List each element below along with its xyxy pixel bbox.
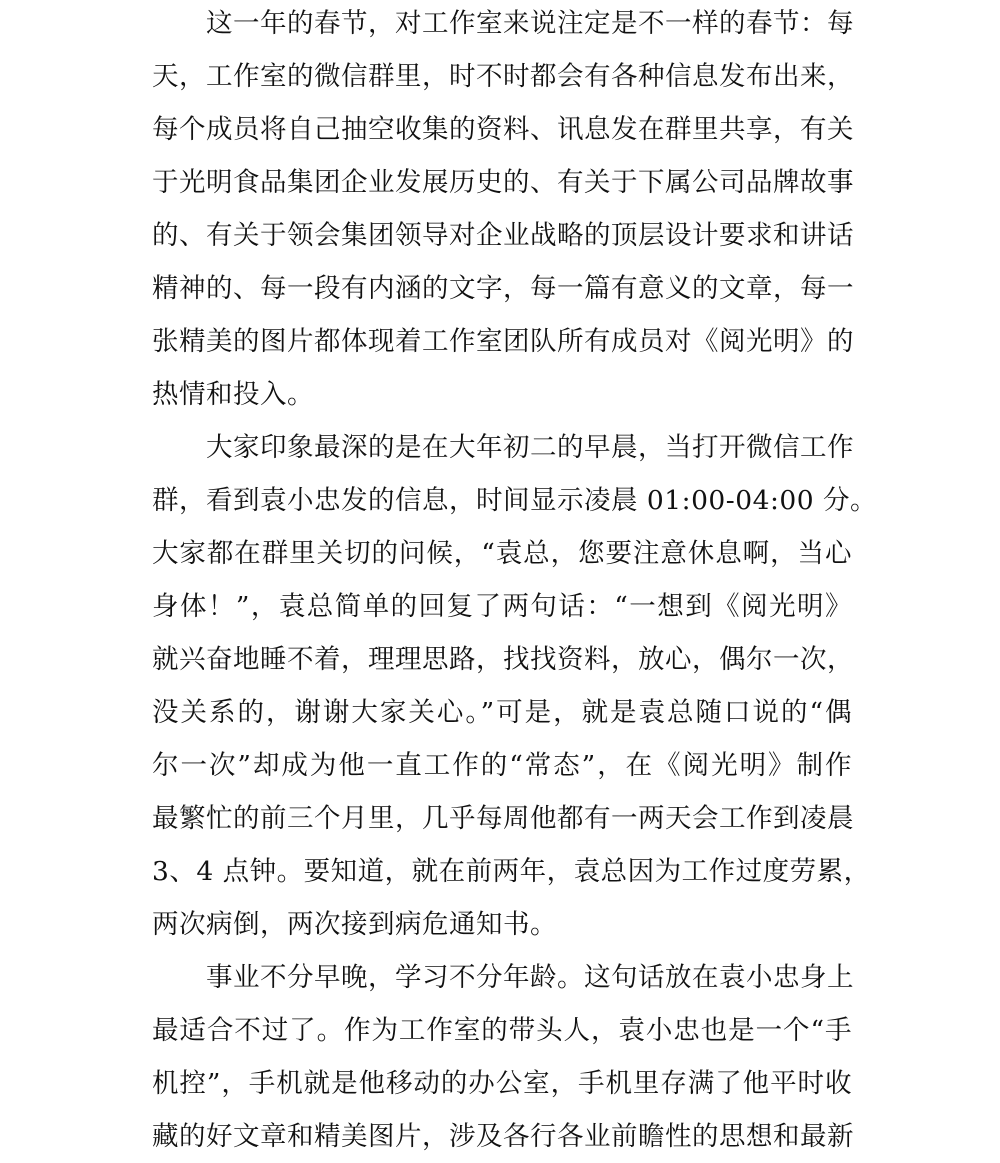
paragraph-2-line-9: 3、4 点钟。要知道，就在前两年，袁总因为工作过度劳累， [152, 856, 871, 887]
paragraph-2-line-5: 就兴奋地睡不着，理理思路，找找资料，放心，偶尔一次， [152, 644, 854, 675]
paragraph-2-line-1: 大家印象最深的是在大年初二的早晨，当打开微信工作 [206, 432, 854, 463]
paragraph-2-line-7: 尔一次”却成为他一直工作的“常态”，在《阅光明》制作 [152, 750, 852, 781]
paragraph-2-line-6: 没关系的，谢谢大家关心。”可是，就是袁总随口说的“偶 [152, 697, 852, 728]
paragraph-1-line-5: 的、有关于领会集团领导对企业战略的顶层设计要求和讲话 [152, 220, 854, 251]
paragraph-1-line-7: 张精美的图片都体现着工作室团队所有成员对《阅光明》的 [152, 326, 854, 357]
paragraph-1-line-6: 精神的、每一段有内涵的文字，每一篇有意义的文章，每一 [152, 273, 854, 304]
paragraph-3-line-4: 藏的好文章和精美图片，涉及各行各业前瞻性的思想和最新 [152, 1121, 854, 1152]
paragraph-2-line-10: 两次病倒，两次接到病危通知书。 [152, 909, 557, 940]
paragraph-3-line-2: 最适合不过了。作为工作室的带头人，袁小忠也是一个“手 [152, 1015, 852, 1046]
paragraph-1-line-3: 每个成员将自己抽空收集的资料、讯息发在群里共享，有关 [152, 114, 854, 145]
paragraph-3-line-1: 事业不分早晚，学习不分年龄。这句话放在袁小忠身上 [206, 962, 854, 993]
paragraph-2-line-8: 最繁忙的前三个月里，几乎每周他都有一两天会工作到凌晨 [152, 803, 854, 834]
paragraph-2-line-3: 大家都在群里关切的问候，“袁总，您要注意休息啊，当心 [152, 538, 852, 569]
paragraph-2-line-2: 群，看到袁小忠发的信息，时间显示凌晨 01:00-04:00 分。 [152, 485, 878, 516]
paragraph-1-line-1: 这一年的春节，对工作室来说注定是不一样的春节：每 [206, 8, 854, 39]
paragraph-1-line-4: 于光明食品集团企业发展历史的、有关于下属公司品牌故事 [152, 167, 854, 198]
paragraph-1-line-8: 热情和投入。 [152, 379, 314, 410]
paragraph-1-line-2: 天，工作室的微信群里，时不时都会有各种信息发布出来， [152, 61, 854, 92]
paragraph-3-line-3: 机控”，手机就是他移动的办公室，手机里存满了他平时收 [152, 1068, 852, 1099]
paragraph-2-line-4: 身体！”，袁总简单的回复了两句话：“一想到《阅光明》 [152, 591, 852, 622]
